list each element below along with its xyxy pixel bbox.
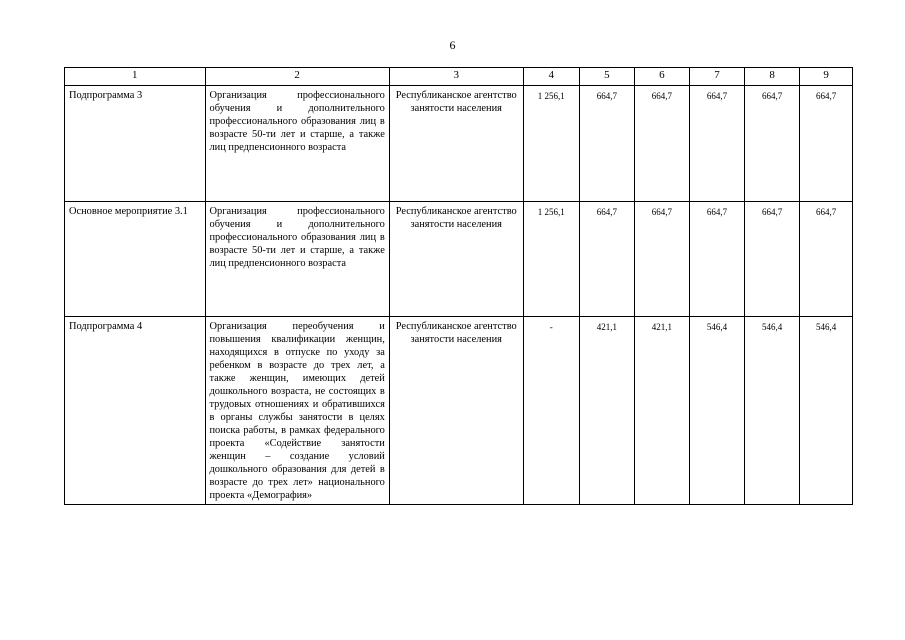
program-name-cell: Подпрограмма 4: [65, 317, 206, 505]
agency-cell: Республиканское агентство занятости населения: [389, 202, 523, 317]
value-cell-8: 664,7: [745, 86, 800, 202]
column-header: 7: [689, 68, 744, 86]
value-cell-4: -: [523, 317, 579, 505]
value-cell-7: 546,4: [689, 317, 744, 505]
table-header-row: [65, 68, 853, 86]
program-name-cell: Подпрограмма 3: [65, 86, 206, 202]
value-cell-9: 664,7: [800, 202, 853, 317]
page-number: 6: [449, 38, 456, 52]
column-header: 2: [205, 68, 389, 86]
agency-cell: Республиканское агентство занятости населения: [389, 317, 523, 505]
column-header: 9: [800, 68, 853, 86]
description-cell: Организация профессионального обучения и дополнительного профессионального образования лиц в возрасте 50-ти лет и старше, а также лиц предпенсионного возраста: [205, 202, 389, 317]
value-cell-8: 664,7: [745, 202, 800, 317]
column-header: 3: [389, 68, 523, 86]
value-cell-7: 664,7: [689, 86, 744, 202]
value-cell-6: 664,7: [634, 86, 689, 202]
column-header: 6: [634, 68, 689, 86]
table-row: [65, 317, 853, 505]
table-row: [65, 202, 853, 317]
value-cell-6: 421,1: [634, 317, 689, 505]
column-header: 4: [523, 68, 579, 86]
value-cell-4: 1 256,1: [523, 86, 579, 202]
value-cell-5: 664,7: [579, 202, 634, 317]
value-cell-7: 664,7: [689, 202, 744, 317]
column-header: 1: [65, 68, 206, 86]
value-cell-5: 421,1: [579, 317, 634, 505]
value-cell-8: 546,4: [745, 317, 800, 505]
value-cell-6: 664,7: [634, 202, 689, 317]
description-cell: Организация переобучения и повышения квалификации женщин, находящихся в отпуске по уходу за ребенком в возрасте до трех лет, а также женщин, имеющих детей дошкольного возраста, не состоящих в трудовых отношениях и обратившихся в органы службы занятости в целях поиска работы, в рамках федерального проекта «Содействие занятости женщин – создание условий дошкольного образования для детей в возрасте до трех лет» национального проекта «Демография»: [205, 317, 389, 505]
value-cell-4: 1 256,1: [523, 202, 579, 317]
description-cell: Организация профессионального обучения и дополнительного профессионального образования лиц в возрасте 50-ти лет и старше, а также лиц предпенсионного возраста: [205, 86, 389, 202]
column-header: 5: [579, 68, 634, 86]
value-cell-5: 664,7: [579, 86, 634, 202]
value-cell-9: 664,7: [800, 86, 853, 202]
agency-cell: Республиканское агентство занятости населения: [389, 86, 523, 202]
program-name-cell: Основное мероприятие 3.1: [65, 202, 206, 317]
value-cell-9: 546,4: [800, 317, 853, 505]
budget-table: [64, 67, 853, 505]
table-row: [65, 86, 853, 202]
column-header: 8: [745, 68, 800, 86]
